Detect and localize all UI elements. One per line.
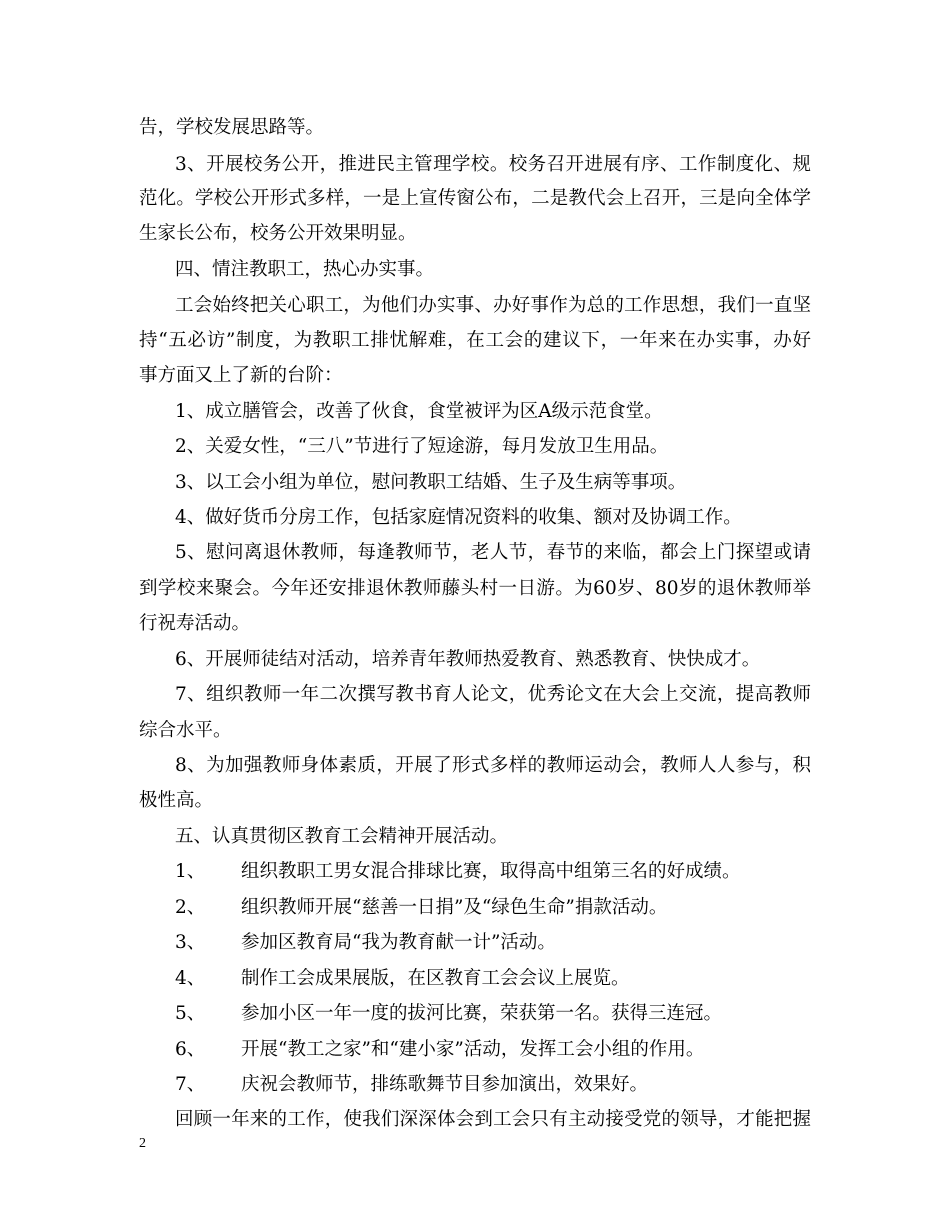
paragraph-line: 范化。学校公开形式多样，一是上宣传窗公布，二是教代会上召开，三是向全体学 xyxy=(139,188,811,209)
item-number: 4、 xyxy=(175,968,206,989)
list-item: 6、开展师徒结对活动，培养青年教师热爱教育、熟悉教育、快快成才。 xyxy=(175,649,761,670)
item-text: 参加区教育局“我为教育献一计”活动。 xyxy=(241,932,556,953)
paragraph-line: 行祝寿活动。 xyxy=(139,613,251,634)
item-text: 参加小区一年一度的拔河比赛，荣获第一名。获得三连冠。 xyxy=(241,1003,723,1024)
item-text: 开展“教工之家”和“建小家”活动，发挥工会小组的作用。 xyxy=(241,1039,705,1060)
page-number: 2 xyxy=(139,1136,146,1151)
item-number: 7、 xyxy=(175,1074,206,1095)
item-number: 6、 xyxy=(175,1039,206,1060)
section-heading: 四、情注教职工，热心办实事。 xyxy=(175,259,435,280)
list-item: 7、组织教师一年二次撰写教书育人论文，优秀论文在大会上交流，提高教师 xyxy=(175,684,811,705)
paragraph-line: 到学校来聚会。今年还安排退休教师藤头村一日游。为60岁、80岁的退休教师举 xyxy=(139,578,811,599)
list-item: 3、以工会小组为单位，慰问教职工结婚、生子及生病等事项。 xyxy=(175,472,687,493)
item-number: 1、 xyxy=(175,861,206,882)
paragraph-line: 3、开展校务公开，推进民主管理学校。校务召开进展有序、工作制度化、规 xyxy=(175,154,811,175)
item-text: 组织教师开展“慈善一日捐”及“绿色生命”捐款活动。 xyxy=(241,897,668,918)
item-text: 制作工会成果展版，在区教育工会会议上展览。 xyxy=(241,968,630,989)
paragraph-line: 综合水平。 xyxy=(139,720,232,741)
item-text: 组织教职工男女混合排球比赛，取得高中组第三名的好成绩。 xyxy=(241,861,741,882)
list-item: 1、成立膳管会，改善了伙食，食堂被评为区A级示范食堂。 xyxy=(175,401,663,422)
item-number: 2、 xyxy=(175,897,206,918)
item-number: 5、 xyxy=(175,1003,206,1024)
item-text: 庆祝会教师节，排练歌舞节目参加演出，效果好。 xyxy=(241,1074,649,1095)
paragraph-line: 回顾一年来的工作，使我们深深体会到工会只有主动接受党的领导，才能把握 xyxy=(175,1109,811,1130)
item-number: 3、 xyxy=(175,932,206,953)
list-item: 8、为加强教师身体素质，开展了形式多样的教师运动会，教师人人参与，积 xyxy=(175,755,811,776)
list-item: 4、做好货币分房工作，包括家庭情况资料的收集、额对及协调工作。 xyxy=(175,507,742,528)
paragraph-line: 告，学校发展思路等。 xyxy=(139,117,325,138)
list-item: 2、关爱女性，“三八”节进行了短途游，每月发放卫生用品。 xyxy=(175,436,669,457)
paragraph-line: 事方面又上了新的台阶： xyxy=(139,365,343,386)
paragraph-line: 持“五必访”制度，为教职工排忧解难，在工会的建议下，一年来在办实事，办好 xyxy=(139,330,811,351)
paragraph-line: 工会始终把关心职工，为他们办实事、办好事作为总的工作思想，我们一直坚 xyxy=(175,295,811,316)
paragraph-line: 生家长公布，校务公开效果明显。 xyxy=(139,223,417,244)
list-item: 5、慰问离退休教师，每逢教师节，老人节，春节的来临，都会上门探望或请 xyxy=(175,542,811,563)
section-heading: 五、认真贯彻区教育工会精神开展活动。 xyxy=(175,826,509,847)
paragraph-line: 极性高。 xyxy=(139,790,214,811)
